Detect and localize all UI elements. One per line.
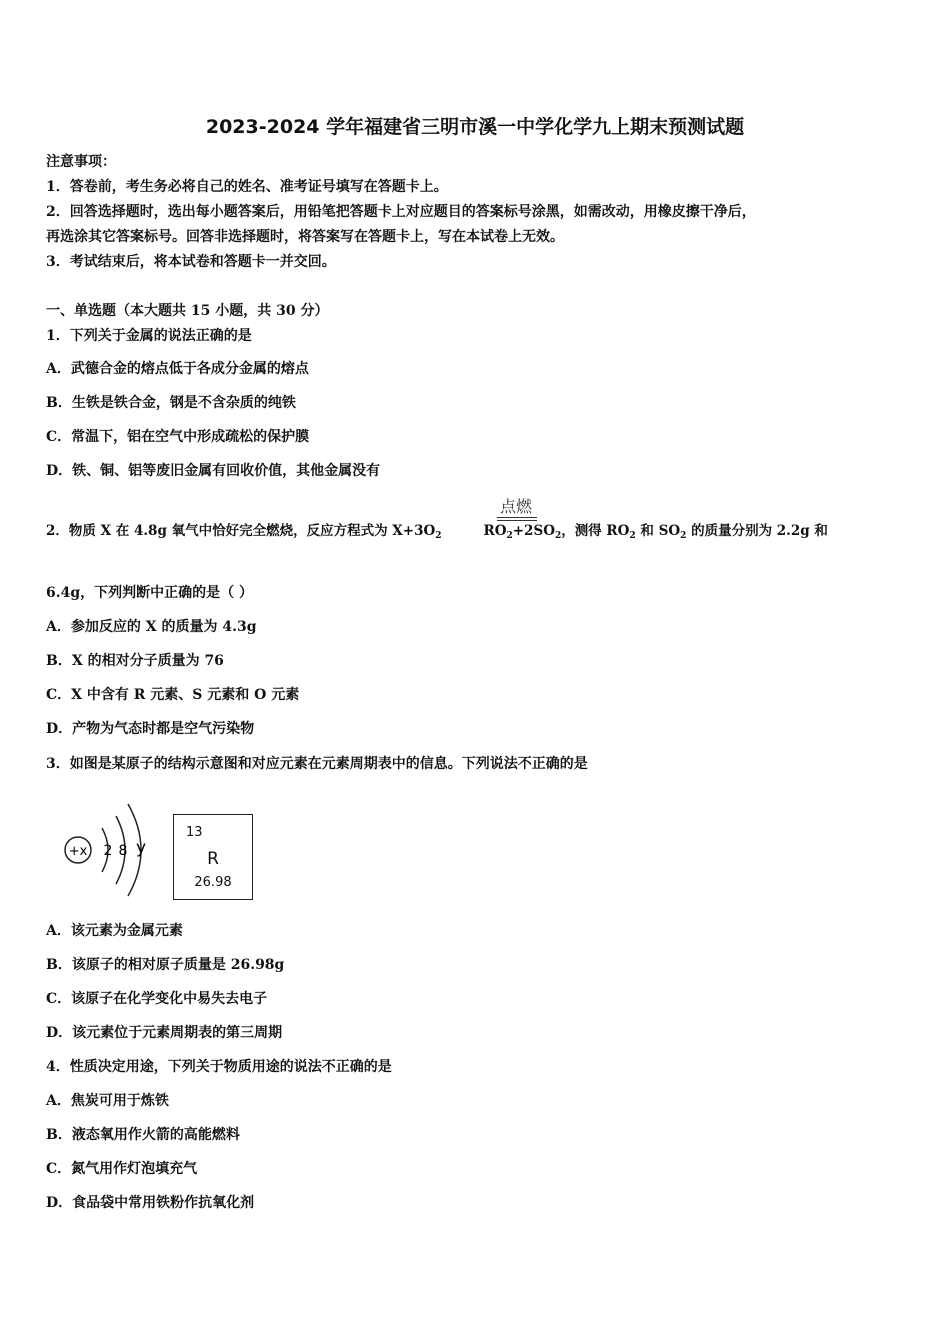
notice-item: 2．回答选择题时，选出每小题答案后，用铅笔把答题卡上对应题目的答案标号涂黑，如需改动，用橡皮擦干净后， [46,204,756,220]
stem-part: ，测得 RO [561,523,630,539]
question-stem-continued: 6.4g，下列判断中正确的是（ ） [46,585,254,601]
option-d: D．产物为气态时都是空气污染物 [46,721,255,737]
option-c: C．该原子在化学变化中易失去电子 [46,991,268,1007]
shell-electrons: y [135,838,147,858]
option-c: C．氮气用作灯泡填充气 [46,1161,198,1177]
stem-part: 的质量分别为 2.2g 和 [686,523,828,539]
atomic-number: 13 [186,825,203,840]
notice-item: 1．答卷前，考生务必将自己的姓名、准考证号填写在答题卡上。 [46,179,448,195]
question-stem [46,521,828,541]
subscript: 2 [629,531,636,541]
section-heading: 一、单选题（本大题共 15 小题，共 30 分） [46,303,329,319]
question-stem: 1．下列关于金属的说法正确的是 [46,328,252,344]
option-d: D．铁、铜、铝等废旧金属有回收价值，其他金属没有 [46,463,381,479]
shell-electrons: 8 [118,843,128,859]
option-b: B．生铁是铁合金，钢是不含杂质的纯铁 [46,395,296,411]
question-stem: 4．性质决定用途，下列关于物质用途的说法不正确的是 [46,1059,392,1075]
atom-structure-diagram [56,790,166,900]
question-stem: 3．如图是某原子的结构示意图和对应元素在元素周期表中的信息。下列说法不正确的是 [46,756,588,772]
option-b: B．液态氧用作火箭的高能燃料 [46,1127,240,1143]
subscript: 2 [506,531,513,541]
stem-part: RO [483,523,507,539]
option-c: C．常温下，铝在空气中形成疏松的保护膜 [46,429,310,445]
atomic-mass: 26.98 [194,875,232,890]
option-a: A．参加反应的 X 的质量为 4.3g [46,619,257,635]
notice-item: 再选涂其它答案标号。回答非选择题时，将答案写在答题卡上，写在本试卷上无效。 [46,229,564,245]
option-a: A．武德合金的熔点低于各成分金属的熔点 [46,361,309,377]
notice-heading: 注意事项： [46,154,116,170]
option-b: B．X 的相对分子质量为 76 [46,653,224,669]
option-c: C．X 中含有 R 元素、S 元素和 O 元素 [46,687,300,703]
notice-item: 3．考试结束后，将本试卷和答题卡一并交回。 [46,254,336,270]
periodic-table-cell [173,814,253,900]
reaction-condition: 点燃 [500,497,533,516]
subscript: 2 [554,531,562,541]
page-title: 2023-2024 学年福建省三明市溪一中学化学九上期末预测试题 [205,116,745,138]
shell-electrons: 2 [103,843,113,859]
option-a: A．该元素为金属元素 [46,923,183,939]
reaction-equals-line [497,520,537,521]
subscript: 2 [680,531,687,541]
element-symbol: R [207,849,219,869]
stem-part: 和 SO [635,523,681,539]
option-d: D．该元素位于元素周期表的第三周期 [46,1025,283,1041]
reaction-equals-line [497,517,537,518]
option-d: D．食品袋中常用铁粉作抗氧化剂 [46,1195,255,1211]
subscript: 2 [435,531,442,541]
stem-part: 2．物质 X 在 4.8g 氧气中恰好完全燃烧，反应方程式为 X+3O [46,523,436,539]
option-a: A．焦炭可用于炼铁 [46,1093,169,1109]
stem-part: +2SO [512,523,555,539]
nucleus-charge: +x [68,844,88,859]
option-b: B．该原子的相对原子质量是 26.98g [46,957,285,973]
